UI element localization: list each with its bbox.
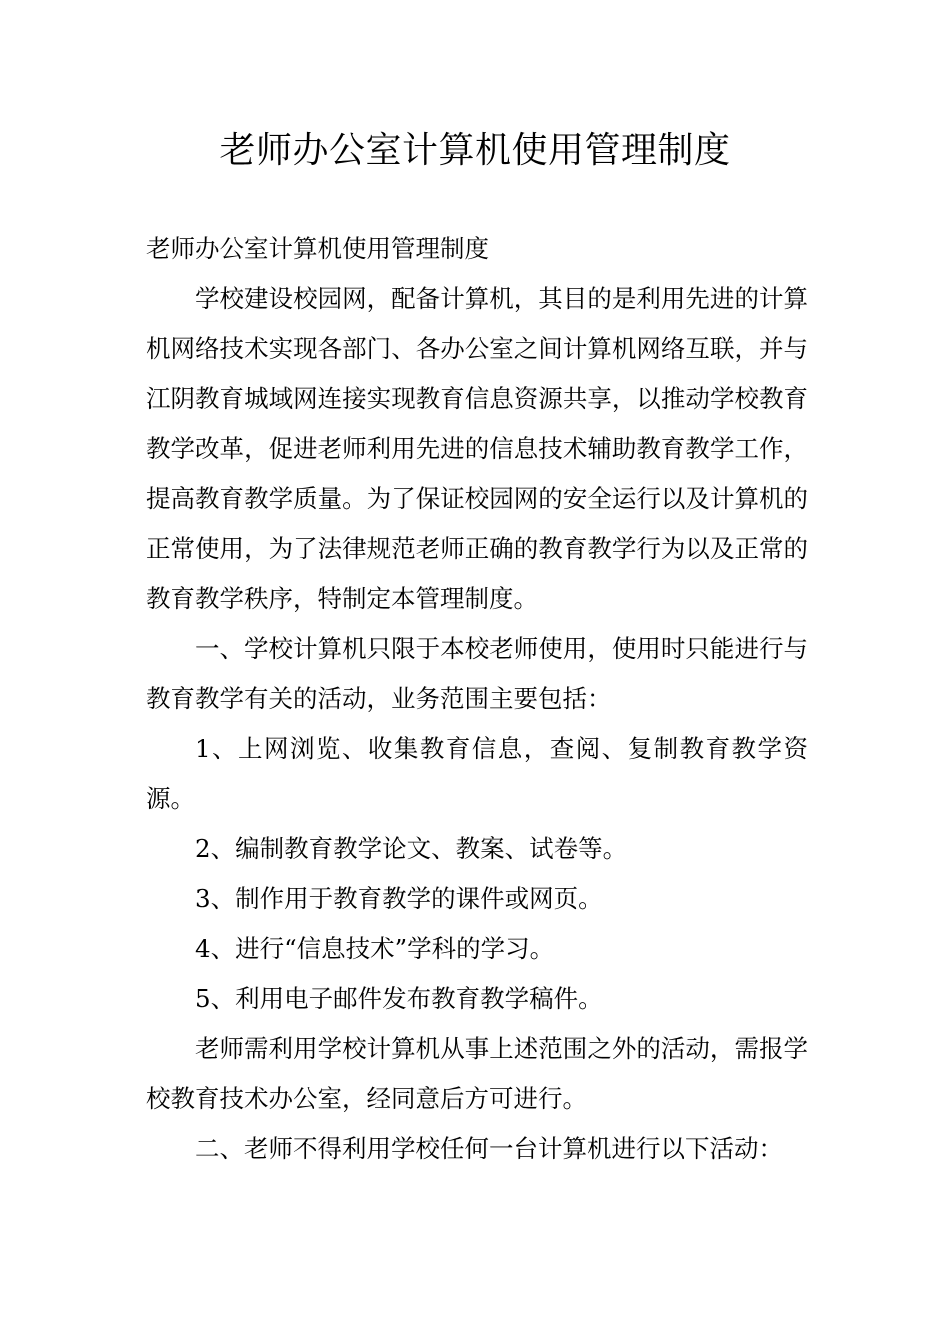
paragraph-rule-two: 二、老师不得利用学校任何一台计算机进行以下活动： <box>195 1134 783 1163</box>
paragraph-intro: 学校建设校园网，配备计算机，其目的是利用先进的计算机网络技术实现各部门、各办公室之间计算机网络互联，并与江阴教育城域网连接实现教育信息资源共享，以推动学校教育教学改革，促进老师利用先进的信息技术辅助教育教学工作，提高教育教学质量。为了保证校园网的安全运行以及计算机的正常使用，为了法律规范老师正确的教育教学行为以及正常的教育教学秩序，特制定本管理制度。 <box>146 284 808 613</box>
list-item: 4、进行“信息技术”学科的学习。 <box>195 934 555 963</box>
paragraph-subtitle: 老师办公室计算机使用管理制度 <box>146 234 489 263</box>
list-item: 3、制作用于教育教学的课件或网页。 <box>195 884 603 913</box>
paragraph-note: 老师需利用学校计算机从事上述范围之外的活动，需报学校教育技术办公室，经同意后方可进行。 <box>146 1034 808 1113</box>
list-item: 1、上网浏览、收集教育信息，查阅、复制教育教学资源。 <box>146 734 808 813</box>
paragraph-rule-one: 一、学校计算机只限于本校老师使用，使用时只能进行与教育教学有关的活动，业务范围主要包括： <box>146 634 808 713</box>
document-title: 老师办公室计算机使用管理制度 <box>219 130 731 171</box>
document-body <box>146 224 808 1174</box>
list-item: 5、利用电子邮件发布教育教学稿件。 <box>195 984 603 1013</box>
list-item: 2、编制教育教学论文、教案、试卷等。 <box>195 834 628 863</box>
